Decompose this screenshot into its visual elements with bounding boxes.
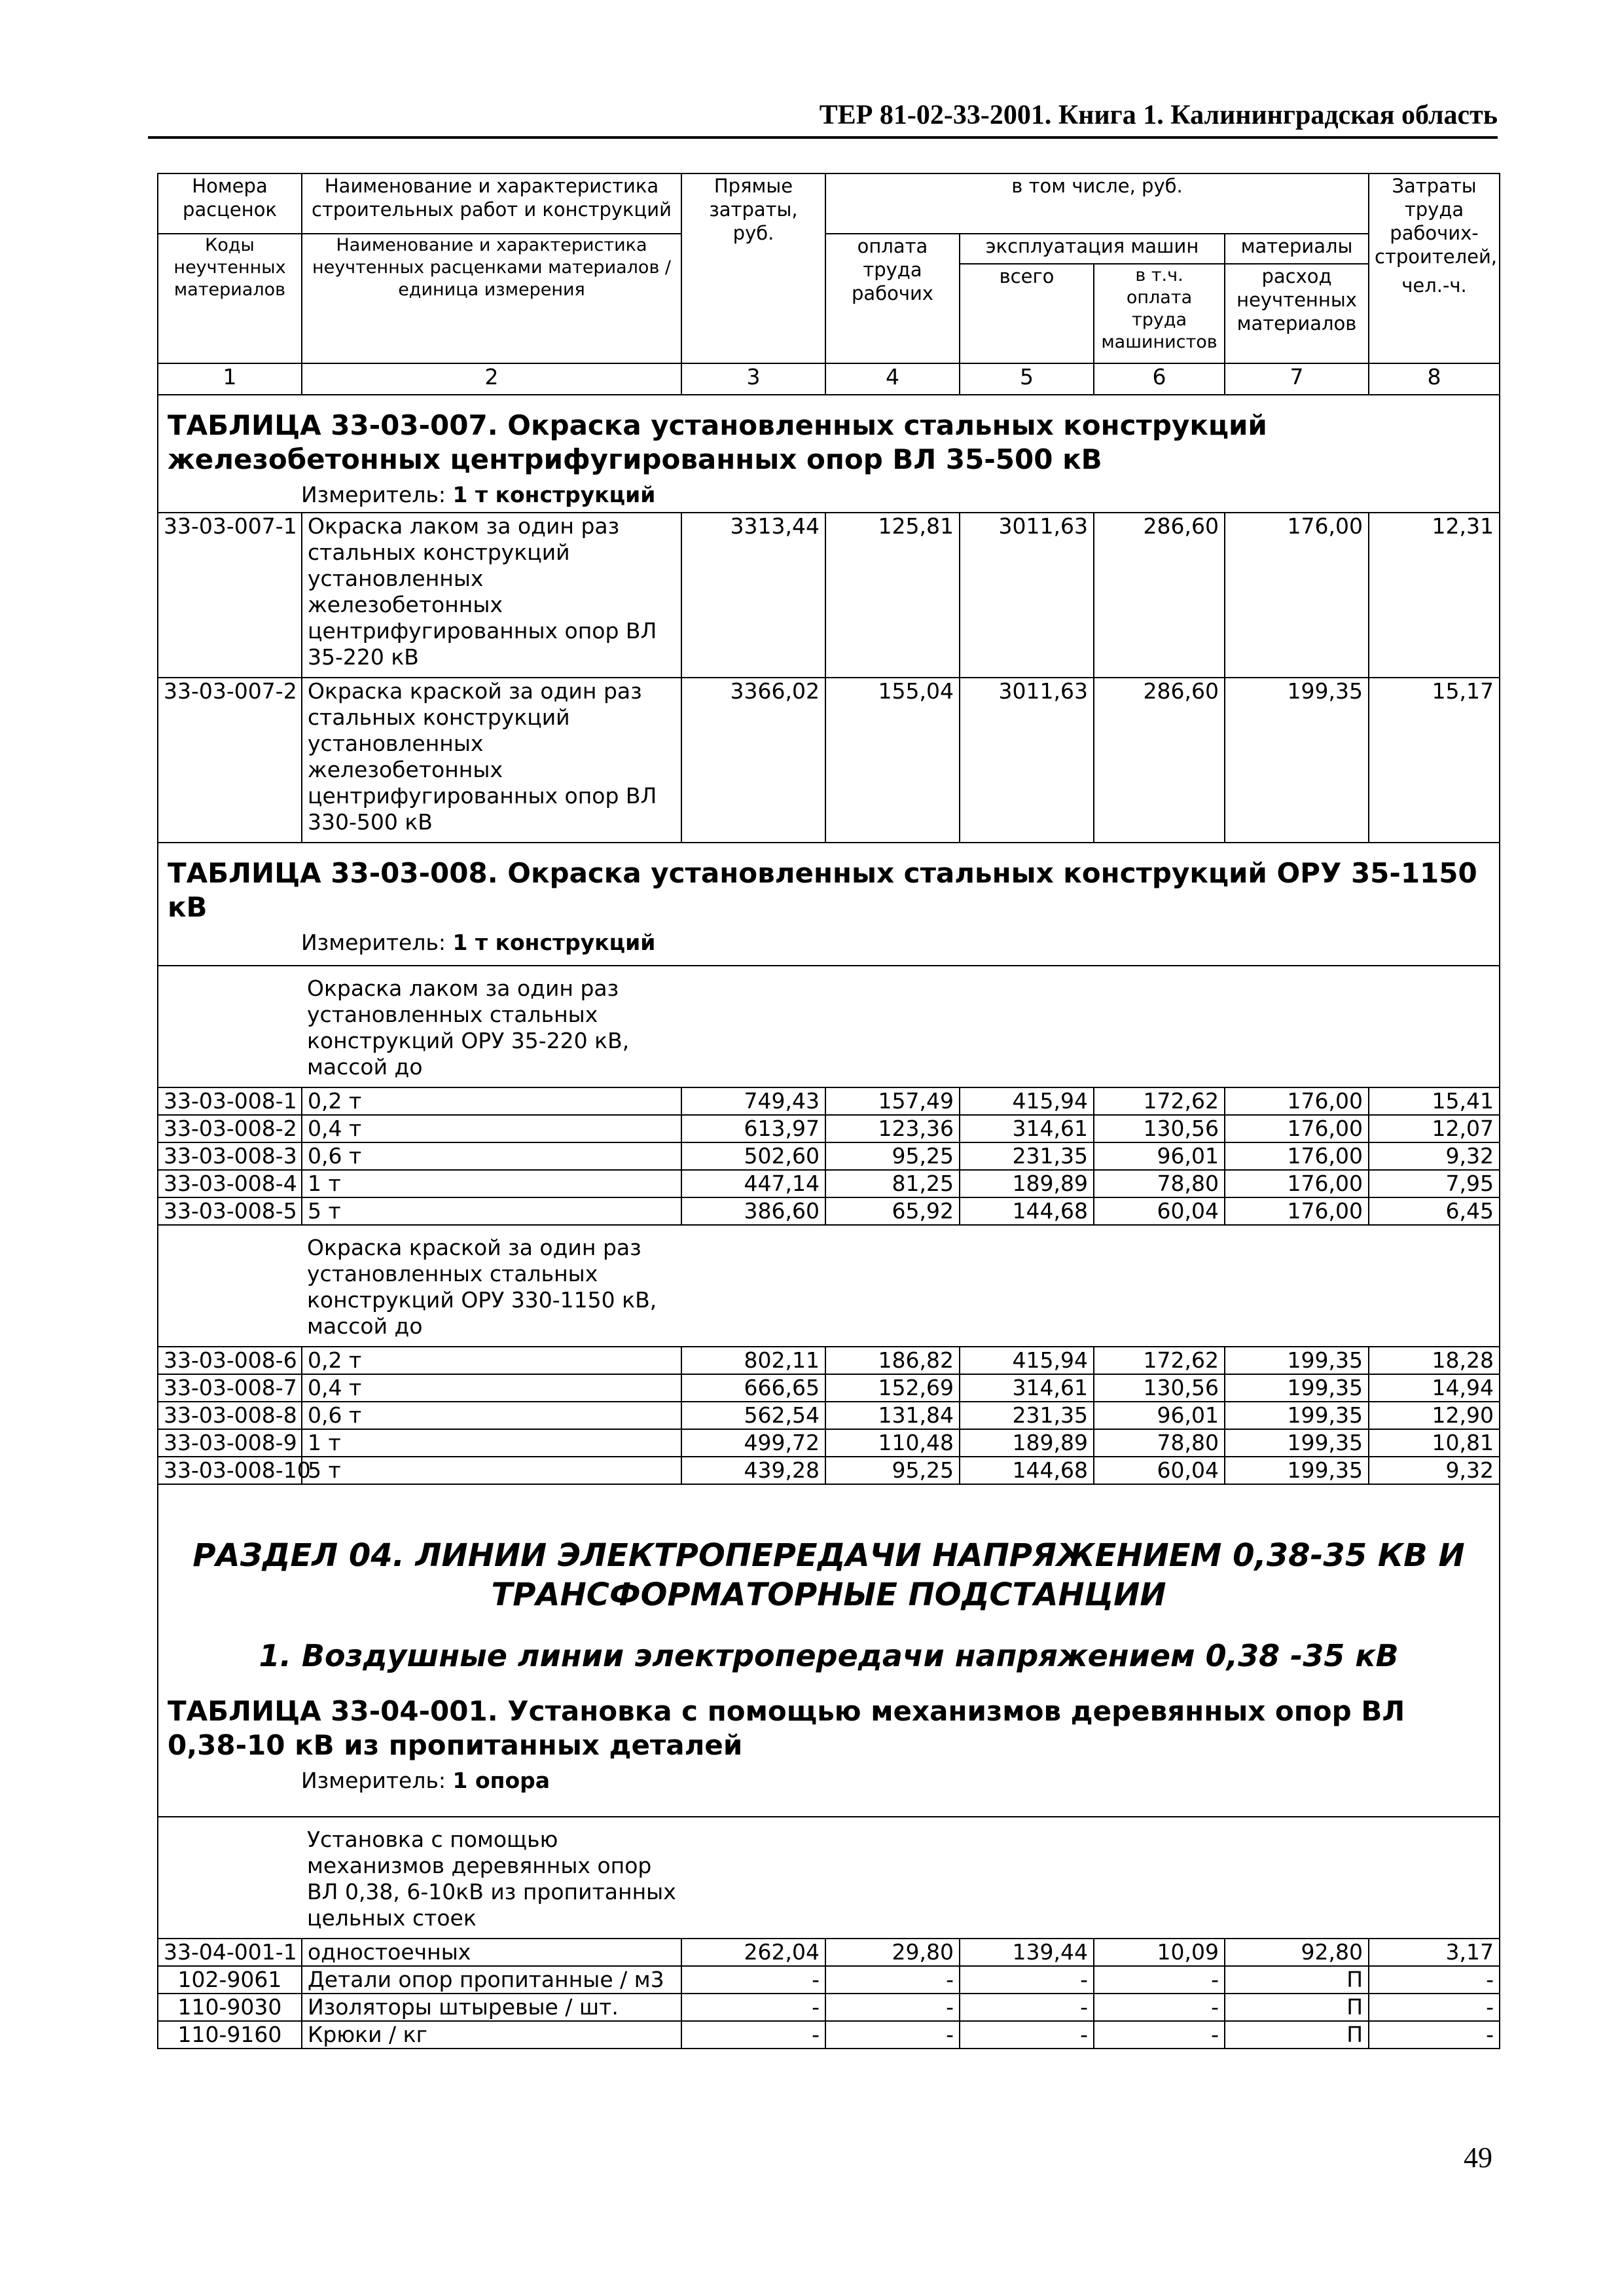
- direct-costs: -: [681, 1966, 825, 1994]
- material-code: 110-9030: [158, 1994, 302, 2021]
- labor-pay: 110,48: [825, 1429, 960, 1457]
- direct-costs: -: [681, 1994, 825, 2021]
- operators-pay: 78,80: [1094, 1170, 1225, 1197]
- header-row-2: [158, 234, 1500, 264]
- labor-hours: 7,95: [1369, 1170, 1500, 1197]
- measure-label: Измеритель:: [301, 482, 446, 507]
- direct-costs: 502,60: [681, 1142, 825, 1170]
- labor-hours: -: [1369, 1994, 1500, 2021]
- direct-costs: -: [681, 2021, 825, 2049]
- material-code: 110-9160: [158, 2021, 302, 2049]
- materials-cost: П: [1225, 2021, 1369, 2049]
- labor-pay: 125,81: [825, 513, 960, 678]
- rate-name: одностоечных: [302, 1939, 681, 1966]
- rate-name: 0,2 т: [302, 1347, 681, 1374]
- table-row: [158, 1429, 1500, 1457]
- rate-code: 33-03-007-1: [158, 513, 302, 678]
- machines-total: 415,94: [960, 1347, 1094, 1374]
- column-number: 5: [960, 363, 1094, 395]
- direct-costs: 562,54: [681, 1402, 825, 1429]
- operators-pay: 78,80: [1094, 1429, 1225, 1457]
- table-row: [158, 1402, 1500, 1429]
- rate-code: 33-03-008-6: [158, 1347, 302, 1374]
- col7-header: расход неучтенных материалов: [1225, 264, 1369, 363]
- labor-hours: 14,94: [1369, 1374, 1500, 1402]
- direct-costs: 439,28: [681, 1457, 825, 1484]
- table-row: [158, 1347, 1500, 1374]
- column-number: 1: [158, 363, 302, 395]
- table-row: [158, 513, 1500, 678]
- labor-hours: 9,32: [1369, 1457, 1500, 1484]
- materials-cost: 176,00: [1225, 513, 1369, 678]
- rate-name: 1 т: [302, 1170, 681, 1197]
- table-row: [158, 1142, 1500, 1170]
- direct-costs: 3366,02: [681, 678, 825, 843]
- operators-pay: -: [1094, 1966, 1225, 1994]
- section-row: [158, 1484, 1500, 1817]
- operators-pay: 172,62: [1094, 1347, 1225, 1374]
- machines-header: эксплуатация машин: [960, 234, 1225, 264]
- labor-pay: 65,92: [825, 1197, 960, 1225]
- group-label-row: [158, 966, 1500, 1087]
- labor-pay: 186,82: [825, 1347, 960, 1374]
- table-row: [158, 1170, 1500, 1197]
- measure-value: 1 опора: [452, 1768, 550, 1793]
- measure-label: Измеритель:: [301, 930, 446, 955]
- operators-pay: 60,04: [1094, 1457, 1225, 1484]
- operators-pay: 130,56: [1094, 1374, 1225, 1402]
- column-number: 2: [302, 363, 681, 395]
- direct-costs: 386,60: [681, 1197, 825, 1225]
- machines-total: 231,35: [960, 1142, 1094, 1170]
- labor-pay: 152,69: [825, 1374, 960, 1402]
- materials-cost: 199,35: [1225, 1457, 1369, 1484]
- column-numbers-row: [158, 363, 1500, 395]
- labor-pay: -: [825, 1994, 960, 2021]
- rate-code: 33-03-008-1: [158, 1087, 302, 1115]
- machines-total: 415,94: [960, 1087, 1094, 1115]
- materials-header: материалы: [1225, 234, 1369, 264]
- labor-hours: 12,07: [1369, 1115, 1500, 1142]
- operators-pay: -: [1094, 1994, 1225, 2021]
- labor-pay: 95,25: [825, 1142, 960, 1170]
- operators-pay: 286,60: [1094, 513, 1225, 678]
- col2-top-header: Наименование и характеристика строительных работ и конструкций: [302, 173, 681, 234]
- machines-total: -: [960, 2021, 1094, 2049]
- table-row: [158, 1087, 1500, 1115]
- operators-pay: 130,56: [1094, 1115, 1225, 1142]
- table-title: ТАБЛИЦА 33-03-008. Окраска установленных стальных конструкций ОРУ 35-1150 кВ: [168, 857, 1477, 923]
- direct-costs: 749,43: [681, 1087, 825, 1115]
- rate-code: 33-03-008-5: [158, 1197, 302, 1225]
- measure-label: Измеритель:: [301, 1768, 446, 1793]
- labor-pay: 155,04: [825, 678, 960, 843]
- rate-name: 0,2 т: [302, 1087, 681, 1115]
- direct-costs: 613,97: [681, 1115, 825, 1142]
- table-title: ТАБЛИЦА 33-04-001. Установка с помощью механизмов деревянных опор ВЛ 0,38-10 кВ из пропитанных деталей: [168, 1695, 1405, 1761]
- machines-total: 189,89: [960, 1429, 1094, 1457]
- rate-code: 33-03-008-7: [158, 1374, 302, 1402]
- rate-name: Окраска краской за один раз стальных конструкций установленных железобетонных центрифугированных опор ВЛ 330-500 кВ: [302, 678, 681, 843]
- col4-header: оплата труда рабочих: [825, 234, 960, 363]
- col1-top-header: Номера расценок: [158, 173, 302, 234]
- materials-cost: 92,80: [1225, 1939, 1369, 1966]
- materials-cost: П: [1225, 1966, 1369, 1994]
- operators-pay: 10,09: [1094, 1939, 1225, 1966]
- table-row: [158, 1374, 1500, 1402]
- col5-header: всего: [960, 264, 1094, 363]
- rate-name: 5 т: [302, 1197, 681, 1225]
- rate-code: 33-03-008-9: [158, 1429, 302, 1457]
- labor-hours: 15,17: [1369, 678, 1500, 843]
- measure-unit: [301, 930, 1490, 956]
- group-label-row: [158, 1817, 1500, 1939]
- machines-total: 314,61: [960, 1115, 1094, 1142]
- col2-bottom-header: Наименование и характеристика неучтенных расценками материалов / единица измерения: [302, 234, 681, 363]
- table-title-row: [158, 395, 1500, 513]
- group-label: Окраска краской за один раз установленных стальных конструкций ОРУ 330-1150 кВ, массой до: [307, 1235, 657, 1339]
- col3-header: Прямые затраты, руб.: [681, 173, 825, 363]
- material-name: Крюки / кг: [302, 2021, 681, 2049]
- materials-cost: 176,00: [1225, 1087, 1369, 1115]
- labor-hours: 6,45: [1369, 1197, 1500, 1225]
- section-title: РАЗДЕЛ 04. ЛИНИИ ЭЛЕКТРОПЕРЕДАЧИ НАПРЯЖЕНИЕМ 0,38-35 КВ И ТРАНСФОРМАТОРНЫЕ ПОДСТАНЦИИ: [192, 1537, 1465, 1613]
- table-row: [158, 1197, 1500, 1225]
- rate-name: 5 т: [302, 1457, 681, 1484]
- operators-pay: 96,01: [1094, 1142, 1225, 1170]
- rate-code: 33-03-008-4: [158, 1170, 302, 1197]
- direct-costs: 499,72: [681, 1429, 825, 1457]
- material-name: Детали опор пропитанные / м3: [302, 1966, 681, 1994]
- machines-total: 189,89: [960, 1170, 1094, 1197]
- materials-cost: 176,00: [1225, 1142, 1369, 1170]
- labor-pay: 123,36: [825, 1115, 960, 1142]
- table-row: [158, 678, 1500, 843]
- labor-pay: 81,25: [825, 1170, 960, 1197]
- col8-bottom-label: чел.-ч.: [1401, 274, 1467, 297]
- material-code: 102-9061: [158, 1966, 302, 1994]
- column-number: 3: [681, 363, 825, 395]
- direct-costs: 802,11: [681, 1347, 825, 1374]
- column-number: 8: [1369, 363, 1500, 395]
- labor-hours: 12,31: [1369, 513, 1500, 678]
- direct-costs: 666,65: [681, 1374, 825, 1402]
- table-row: [158, 2021, 1500, 2049]
- materials-cost: 176,00: [1225, 1170, 1369, 1197]
- col6-header: в т.ч. оплата труда машинистов: [1094, 264, 1225, 363]
- page-number: 49: [1464, 2141, 1492, 2174]
- col8-header: [1369, 173, 1500, 363]
- rate-code: 33-03-008-2: [158, 1115, 302, 1142]
- labor-pay: -: [825, 2021, 960, 2049]
- table-title-row: [158, 843, 1500, 966]
- labor-hours: -: [1369, 2021, 1500, 2049]
- labor-pay: 95,25: [825, 1457, 960, 1484]
- col1-bottom-header: Коды неучтенных материалов: [158, 234, 302, 363]
- labor-pay: -: [825, 1966, 960, 1994]
- labor-pay: 157,49: [825, 1087, 960, 1115]
- materials-cost: 199,35: [1225, 1429, 1369, 1457]
- materials-cost: 199,35: [1225, 1347, 1369, 1374]
- labor-hours: -: [1369, 1966, 1500, 1994]
- table-row: [158, 1115, 1500, 1142]
- group-label: Окраска лаком за один раз установленных стальных конструкций ОРУ 35-220 кВ, массой до: [307, 975, 630, 1080]
- labor-pay: 29,80: [825, 1939, 960, 1966]
- materials-cost: 199,35: [1225, 1402, 1369, 1429]
- column-number: 4: [825, 363, 960, 395]
- measure-unit: [301, 1768, 1490, 1794]
- table-row: [158, 1966, 1500, 1994]
- measure-unit: [301, 482, 1490, 508]
- rate-code: 33-03-008-10: [158, 1457, 302, 1484]
- labor-pay: 131,84: [825, 1402, 960, 1429]
- machines-total: -: [960, 1966, 1094, 1994]
- table-title: ТАБЛИЦА 33-03-007. Окраска установленных стальных конструкций железобетонных центрифугированных опор ВЛ 35-500 кВ: [168, 409, 1267, 475]
- operators-pay: 96,01: [1094, 1402, 1225, 1429]
- machines-total: 231,35: [960, 1402, 1094, 1429]
- header-row-1: [158, 173, 1500, 234]
- operators-pay: 60,04: [1094, 1197, 1225, 1225]
- materials-cost: 199,35: [1225, 1374, 1369, 1402]
- materials-cost: 176,00: [1225, 1115, 1369, 1142]
- machines-total: 3011,63: [960, 678, 1094, 843]
- rate-name: 0,6 т: [302, 1142, 681, 1170]
- machines-total: 144,68: [960, 1197, 1094, 1225]
- column-number: 6: [1094, 363, 1225, 395]
- rate-name: 0,4 т: [302, 1374, 681, 1402]
- rate-name: 0,4 т: [302, 1115, 681, 1142]
- machines-total: 3011,63: [960, 513, 1094, 678]
- direct-costs: 262,04: [681, 1939, 825, 1966]
- table-row: [158, 1994, 1500, 2021]
- rate-code: 33-03-008-3: [158, 1142, 302, 1170]
- column-number: 7: [1225, 363, 1369, 395]
- page-header: ТЕР 81-02-33-2001. Книга 1. Калининградская область: [148, 97, 1498, 139]
- direct-costs: 3313,44: [681, 513, 825, 678]
- table-row: [158, 1939, 1500, 1966]
- group-label: Установка с помощью механизмов деревянных опор ВЛ 0,38, 6-10кВ из пропитанных цельных стоек: [307, 1827, 676, 1931]
- subsection-title: 1. Воздушные линии электропередачи напряжением 0,38 -35 кВ: [259, 1638, 1399, 1673]
- rate-name: 1 т: [302, 1429, 681, 1457]
- labor-hours: 18,28: [1369, 1347, 1500, 1374]
- table-row: [158, 1457, 1500, 1484]
- measure-value: 1 т конструкций: [452, 482, 656, 507]
- labor-hours: 12,90: [1369, 1402, 1500, 1429]
- machines-total: -: [960, 1994, 1094, 2021]
- rate-code: 33-04-001-1: [158, 1939, 302, 1966]
- group-label-row: [158, 1225, 1500, 1347]
- machines-total: 144,68: [960, 1457, 1094, 1484]
- labor-hours: 10,81: [1369, 1429, 1500, 1457]
- rate-name: 0,6 т: [302, 1402, 681, 1429]
- materials-cost: П: [1225, 1994, 1369, 2021]
- materials-cost: 176,00: [1225, 1197, 1369, 1225]
- rates-table: [157, 173, 1500, 2049]
- rate-code: 33-03-008-8: [158, 1402, 302, 1429]
- operators-pay: -: [1094, 2021, 1225, 2049]
- operators-pay: 172,62: [1094, 1087, 1225, 1115]
- col8-top-label: Затраты труда рабочих-строителей,: [1375, 175, 1498, 268]
- direct-costs: 447,14: [681, 1170, 825, 1197]
- machines-total: 314,61: [960, 1374, 1094, 1402]
- machines-total: 139,44: [960, 1939, 1094, 1966]
- rate-code: 33-03-007-2: [158, 678, 302, 843]
- labor-hours: 3,17: [1369, 1939, 1500, 1966]
- measure-value: 1 т конструкций: [452, 930, 656, 955]
- operators-pay: 286,60: [1094, 678, 1225, 843]
- labor-hours: 9,32: [1369, 1142, 1500, 1170]
- material-name: Изоляторы штыревые / шт.: [302, 1994, 681, 2021]
- labor-hours: 15,41: [1369, 1087, 1500, 1115]
- rate-name: Окраска лаком за один раз стальных конструкций установленных железобетонных центрифугированных опор ВЛ 35-220 кВ: [302, 513, 681, 678]
- materials-cost: 199,35: [1225, 678, 1369, 843]
- including-header: в том числе, руб.: [825, 173, 1369, 234]
